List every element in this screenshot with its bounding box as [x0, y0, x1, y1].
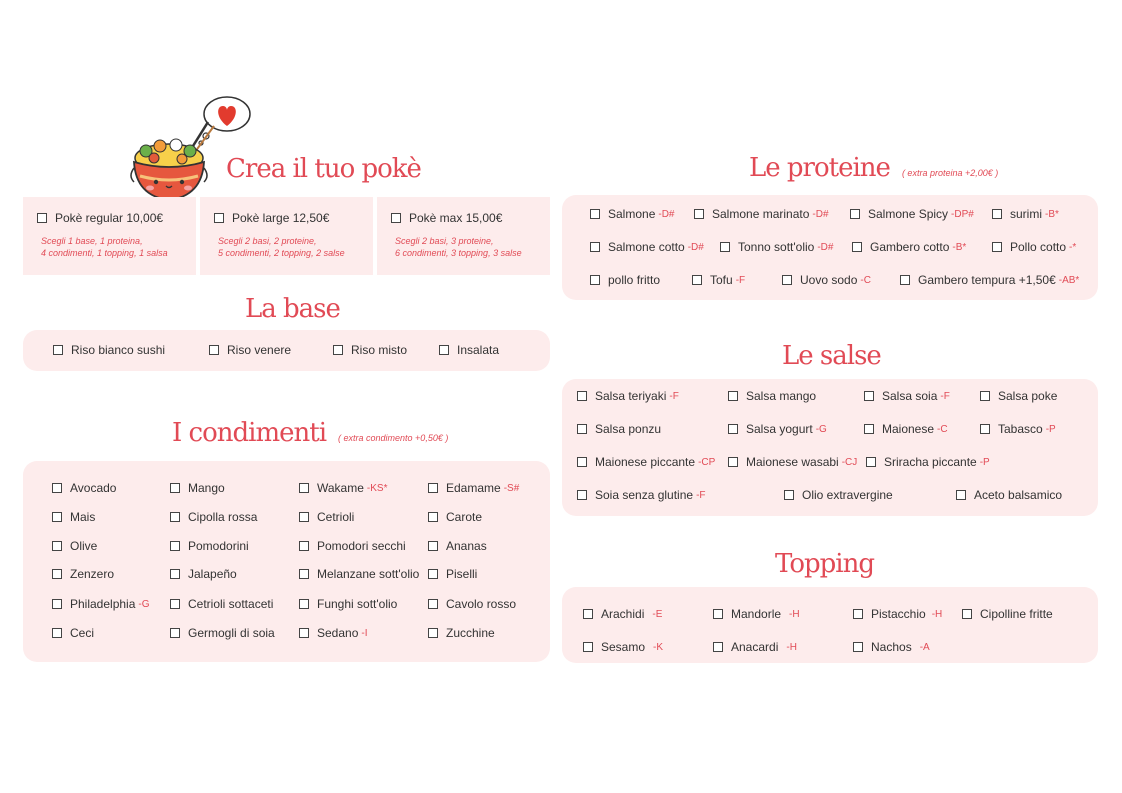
size-description: Scegli 2 basi, 2 proteine, 5 condimenti, 2 topping, 2 salse [218, 236, 345, 258]
thought-bubble-icon [199, 97, 250, 145]
condimenti-note: ( extra condimento +0,50€ ) [338, 433, 449, 443]
salse-title: Le salse [782, 341, 881, 371]
size-option[interactable] [37, 211, 163, 225]
topping-option[interactable]: Nachos -A [853, 640, 930, 654]
size-option[interactable] [391, 211, 502, 225]
checkbox[interactable] [956, 490, 966, 500]
condimento-option[interactable]: Melanzane sott'olio [299, 567, 419, 581]
condimento-option[interactable]: Ananas [428, 539, 487, 553]
checkbox[interactable] [980, 391, 990, 401]
checkbox[interactable] [170, 599, 180, 609]
checkbox[interactable] [980, 424, 990, 434]
topping-option[interactable]: Cipolline fritte [962, 607, 1053, 621]
checkbox[interactable] [728, 457, 738, 467]
checkbox[interactable] [992, 209, 1002, 219]
condimento-option[interactable]: Cetrioli [299, 510, 354, 524]
topping-option[interactable]: Mandorle -H [713, 607, 800, 621]
salsa-option[interactable]: Sriracha piccante -P [866, 455, 990, 469]
checkbox[interactable] [299, 512, 309, 522]
size-card-max [377, 197, 550, 275]
topping-option[interactable]: Anacardi -H [713, 640, 797, 654]
salsa-option[interactable]: Maionese piccante -CP [577, 455, 715, 469]
salse-panel [562, 379, 1098, 516]
checkbox[interactable] [728, 424, 738, 434]
condimento-option[interactable]: Germogli di soia [170, 626, 275, 640]
condimento-option[interactable]: Jalapeño [170, 567, 237, 581]
proteine-title: Le proteine ( extra proteina +2,00€ ) [749, 153, 999, 183]
size-card-large [200, 197, 373, 275]
condimento-option[interactable]: Cetrioli sottaceti [170, 597, 273, 611]
condimento-option[interactable]: Avocado [52, 481, 116, 495]
checkbox[interactable] [428, 599, 438, 609]
checkbox[interactable] [713, 609, 723, 619]
condimento-option[interactable]: Mais [52, 510, 95, 524]
checkbox[interactable] [299, 569, 309, 579]
proteina-option[interactable]: Uovo sodo -C [782, 273, 871, 287]
salsa-option[interactable]: Salsa mango [728, 389, 816, 403]
condimento-option[interactable]: Mango [170, 481, 225, 495]
crea-title: Crea il tuo pokè [226, 154, 421, 184]
condimento-option[interactable]: Wakame -KS* [299, 481, 387, 495]
checkbox[interactable] [694, 209, 704, 219]
checkbox[interactable] [299, 628, 309, 638]
salsa-option[interactable]: Salsa poke [980, 389, 1057, 403]
checkbox[interactable] [52, 483, 62, 493]
proteina-option[interactable]: Salmone Spicy -DP# [850, 207, 974, 221]
checkbox[interactable] [52, 628, 62, 638]
checkbox[interactable] [428, 541, 438, 551]
checkbox[interactable] [170, 483, 180, 493]
checkbox[interactable] [170, 512, 180, 522]
proteina-option[interactable]: Pollo cotto -* [992, 240, 1076, 254]
checkbox[interactable] [428, 569, 438, 579]
size-description: Scegli 2 basi, 3 proteine, 6 condimenti, 3 topping, 3 salse [395, 236, 522, 258]
salsa-option[interactable]: Olio extravergine [784, 488, 893, 502]
checkbox[interactable] [992, 242, 1002, 252]
proteina-option[interactable]: Salmone marinato -D# [694, 207, 829, 221]
checkbox[interactable] [299, 599, 309, 609]
salsa-option[interactable]: Tabasco -P [980, 422, 1056, 436]
checkbox[interactable] [784, 490, 794, 500]
condimenti-title: I condimenti ( extra condimento +0,50€ ) [172, 418, 449, 448]
checkbox[interactable] [428, 483, 438, 493]
topping-panel [562, 587, 1098, 663]
size-option[interactable] [214, 211, 329, 225]
checkbox[interactable] [782, 275, 792, 285]
checkbox[interactable] [428, 512, 438, 522]
checkbox[interactable] [577, 424, 587, 434]
proteine-note: ( extra proteina +2,00€ ) [901, 168, 999, 178]
topping-option[interactable]: Pistacchio -H [853, 607, 942, 621]
base-option[interactable]: Riso misto [333, 343, 407, 357]
checkbox[interactable] [850, 209, 860, 219]
size-label: Pokè max 15,00€ [409, 211, 503, 225]
checkbox[interactable] [583, 642, 593, 652]
checkbox[interactable] [852, 242, 862, 252]
checkbox[interactable] [728, 391, 738, 401]
size-label: Pokè large 12,50€ [232, 211, 330, 225]
condimento-option[interactable]: Edamame -S# [428, 481, 519, 495]
size-description: Scegli 1 base, 1 proteina, 4 condimenti, 1 topping, 1 salsa [41, 236, 168, 258]
size-card-regular [23, 197, 196, 275]
checkbox[interactable] [52, 541, 62, 551]
checkbox[interactable] [577, 490, 587, 500]
checkbox[interactable] [577, 457, 587, 467]
condimenti-panel [23, 461, 550, 662]
condimento-option[interactable]: Pomodorini [170, 539, 249, 553]
checkbox[interactable] [853, 642, 863, 652]
proteina-option[interactable]: surimi -B* [992, 207, 1059, 221]
salsa-option[interactable]: Maionese -C [864, 422, 948, 436]
base-option[interactable]: Riso bianco sushi [53, 343, 165, 357]
checkbox[interactable] [170, 541, 180, 551]
checkbox[interactable] [590, 242, 600, 252]
condimento-option[interactable]: Philadelphia -G [52, 597, 150, 611]
condimento-option[interactable]: Piselli [428, 567, 477, 581]
checkbox[interactable] [864, 391, 874, 401]
salsa-option[interactable]: Maionese wasabi -CJ [728, 455, 857, 469]
checkbox[interactable] [853, 609, 863, 619]
checkbox[interactable] [864, 424, 874, 434]
checkbox[interactable] [692, 275, 702, 285]
checkbox[interactable] [170, 569, 180, 579]
topping-option[interactable]: Arachidi -E [583, 607, 662, 621]
checkbox[interactable] [713, 642, 723, 652]
proteina-option[interactable]: Gambero cotto -B* [852, 240, 966, 254]
salsa-option[interactable]: Soia senza glutine -F [577, 488, 706, 502]
condimento-option[interactable]: Olive [52, 539, 97, 553]
base-title: La base [245, 294, 340, 324]
checkbox[interactable] [439, 345, 449, 355]
checkbox[interactable] [590, 275, 600, 285]
salsa-option[interactable]: Salsa yogurt -G [728, 422, 827, 436]
checkbox[interactable] [299, 483, 309, 493]
checkbox[interactable] [37, 213, 47, 223]
proteina-option[interactable]: Tonno sott'olio -D# [720, 240, 833, 254]
checkbox[interactable] [962, 609, 972, 619]
checkbox[interactable] [720, 242, 730, 252]
salsa-option[interactable]: Salsa teriyaki -F [577, 389, 679, 403]
checkbox[interactable] [590, 209, 600, 219]
checkbox[interactable] [583, 609, 593, 619]
proteine-panel [562, 195, 1098, 300]
condimento-option[interactable]: Carote [428, 510, 482, 524]
base-option[interactable]: Insalata [439, 343, 499, 357]
condimento-option[interactable]: Cavolo rosso [428, 597, 516, 611]
salsa-option[interactable]: Salsa soia -F [864, 389, 950, 403]
checkbox[interactable] [52, 569, 62, 579]
condimento-option[interactable]: Sedano -I [299, 626, 367, 640]
proteina-option[interactable]: pollo fritto [590, 273, 660, 287]
condimento-option[interactable]: Zucchine [428, 626, 495, 640]
checkbox[interactable] [170, 628, 180, 638]
checkbox[interactable] [866, 457, 876, 467]
condimento-option[interactable]: Ceci [52, 626, 94, 640]
checkbox[interactable] [900, 275, 910, 285]
topping-title: Topping [775, 549, 874, 579]
checkbox[interactable] [299, 541, 309, 551]
checkbox[interactable] [53, 345, 63, 355]
condimento-option[interactable]: Pomodori secchi [299, 539, 406, 553]
proteina-option[interactable]: Salmone cotto -D# [590, 240, 704, 254]
salsa-option[interactable]: Salsa ponzu [577, 422, 661, 436]
checkbox[interactable] [391, 213, 401, 223]
checkbox[interactable] [577, 391, 587, 401]
topping-option[interactable]: Sesamo -K [583, 640, 663, 654]
base-panel [23, 330, 550, 371]
size-label: Pokè regular 10,00€ [55, 211, 164, 225]
proteina-option[interactable]: Tofu -F [692, 273, 745, 287]
condimento-option[interactable]: Zenzero [52, 567, 114, 581]
checkbox[interactable] [333, 345, 343, 355]
checkbox[interactable] [52, 599, 62, 609]
proteina-option[interactable]: Salmone -D# [590, 207, 675, 221]
condimento-option[interactable]: Cipolla rossa [170, 510, 257, 524]
condimento-option[interactable]: Funghi sott'olio [299, 597, 397, 611]
checkbox[interactable] [214, 213, 224, 223]
checkbox[interactable] [209, 345, 219, 355]
checkbox[interactable] [52, 512, 62, 522]
proteina-option[interactable]: Gambero tempura +1,50€ -AB* [900, 273, 1079, 287]
base-option[interactable]: Riso venere [209, 343, 291, 357]
salsa-option[interactable]: Aceto balsamico [956, 488, 1062, 502]
checkbox[interactable] [428, 628, 438, 638]
